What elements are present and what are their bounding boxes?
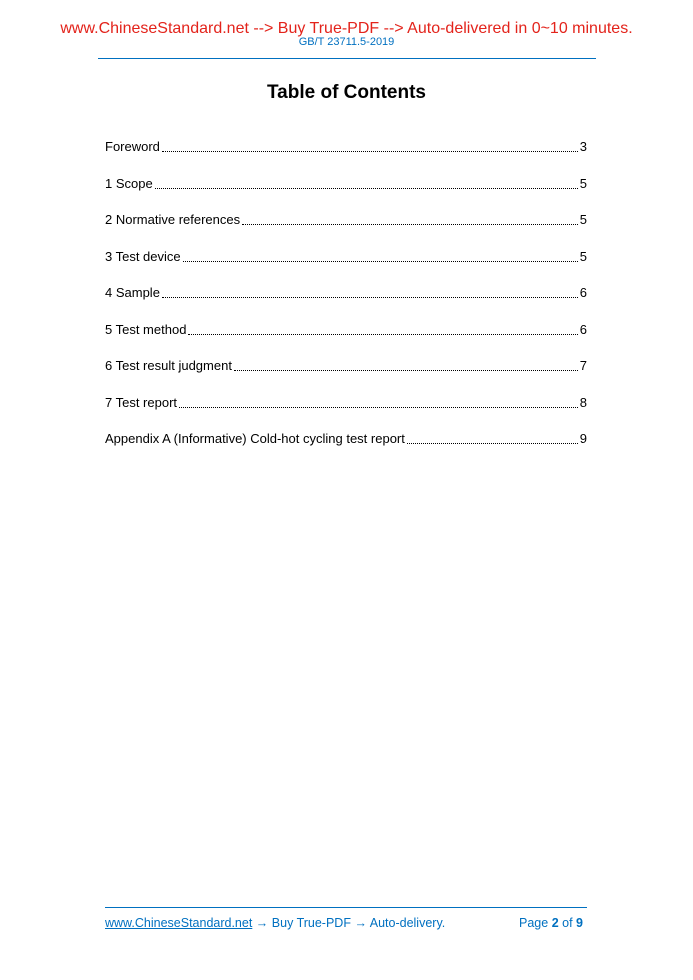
page-word: Page — [519, 916, 549, 930]
of-word: of — [562, 916, 573, 930]
toc-entry-page: 6 — [579, 285, 587, 300]
toc-entry-label: Appendix A (Informative) Cold-hot cycling test report — [105, 431, 405, 446]
toc-entry-test-method[interactable] — [105, 321, 587, 339]
table-of-contents — [105, 138, 587, 467]
footer-promo — [105, 915, 445, 931]
toc-entry-normative-references[interactable] — [105, 211, 587, 229]
current-page-number: 2 — [551, 916, 559, 930]
toc-entry-page: 5 — [579, 175, 587, 191]
toc-entry-page: 7 — [579, 358, 587, 373]
arrow-right-icon: → — [255, 916, 269, 930]
toc-entry-foreword[interactable] — [105, 138, 587, 156]
dot-leader — [242, 224, 578, 225]
toc-entry-label: 5 Test method — [105, 321, 187, 337]
toc-entry-page: 5 — [579, 212, 587, 227]
toc-entry-label: 6 Test result judgment — [105, 358, 232, 373]
dot-leader — [234, 370, 578, 371]
toc-entry-test-device[interactable] — [105, 248, 587, 266]
toc-entry-test-result-judgment[interactable] — [105, 357, 587, 375]
arrow-right-icon: → — [354, 916, 367, 930]
footer-delivery-text: Auto-delivery. — [369, 916, 446, 930]
toc-entry-label: 7 Test report — [105, 394, 178, 410]
total-pages-number: 9 — [576, 916, 583, 930]
dot-leader — [407, 443, 578, 444]
dot-leader — [179, 407, 578, 408]
toc-entry-scope[interactable] — [105, 175, 587, 193]
document-code: GB/T 23711.5-2019 — [298, 36, 395, 48]
toc-entry-test-report[interactable] — [105, 394, 587, 412]
header-divider — [98, 58, 596, 59]
toc-entry-page: 6 — [579, 321, 587, 337]
footer-divider — [105, 907, 587, 908]
dot-leader — [183, 261, 578, 262]
footer-buy-text: Buy True-PDF — [271, 916, 351, 930]
dot-leader — [188, 334, 577, 335]
footer-site-link[interactable]: www.ChineseStandard.net — [105, 916, 253, 930]
toc-entry-appendix-a[interactable] — [105, 430, 587, 448]
toc-entry-page: 9 — [579, 431, 587, 446]
dot-leader — [162, 151, 578, 152]
toc-entry-label: 1 Scope — [105, 175, 153, 191]
toc-entry-label: 2 Normative references — [105, 212, 241, 227]
dot-leader — [162, 297, 578, 298]
toc-entry-label: 4 Sample — [105, 285, 160, 300]
promo-banner[interactable]: www.ChineseStandard.net --> Buy True-PDF --> Auto-delivered in 0~10 minutes. — [60, 20, 633, 37]
toc-entry-page: 3 — [579, 139, 587, 154]
toc-entry-sample[interactable] — [105, 284, 587, 302]
toc-entry-label: 3 Test device — [105, 248, 181, 264]
dot-leader — [155, 188, 578, 189]
toc-entry-label: Foreword — [105, 139, 160, 154]
page-title: Table of Contents — [266, 82, 427, 103]
toc-entry-page: 8 — [579, 394, 587, 410]
page-indicator — [519, 915, 583, 931]
toc-entry-page: 5 — [579, 248, 587, 264]
